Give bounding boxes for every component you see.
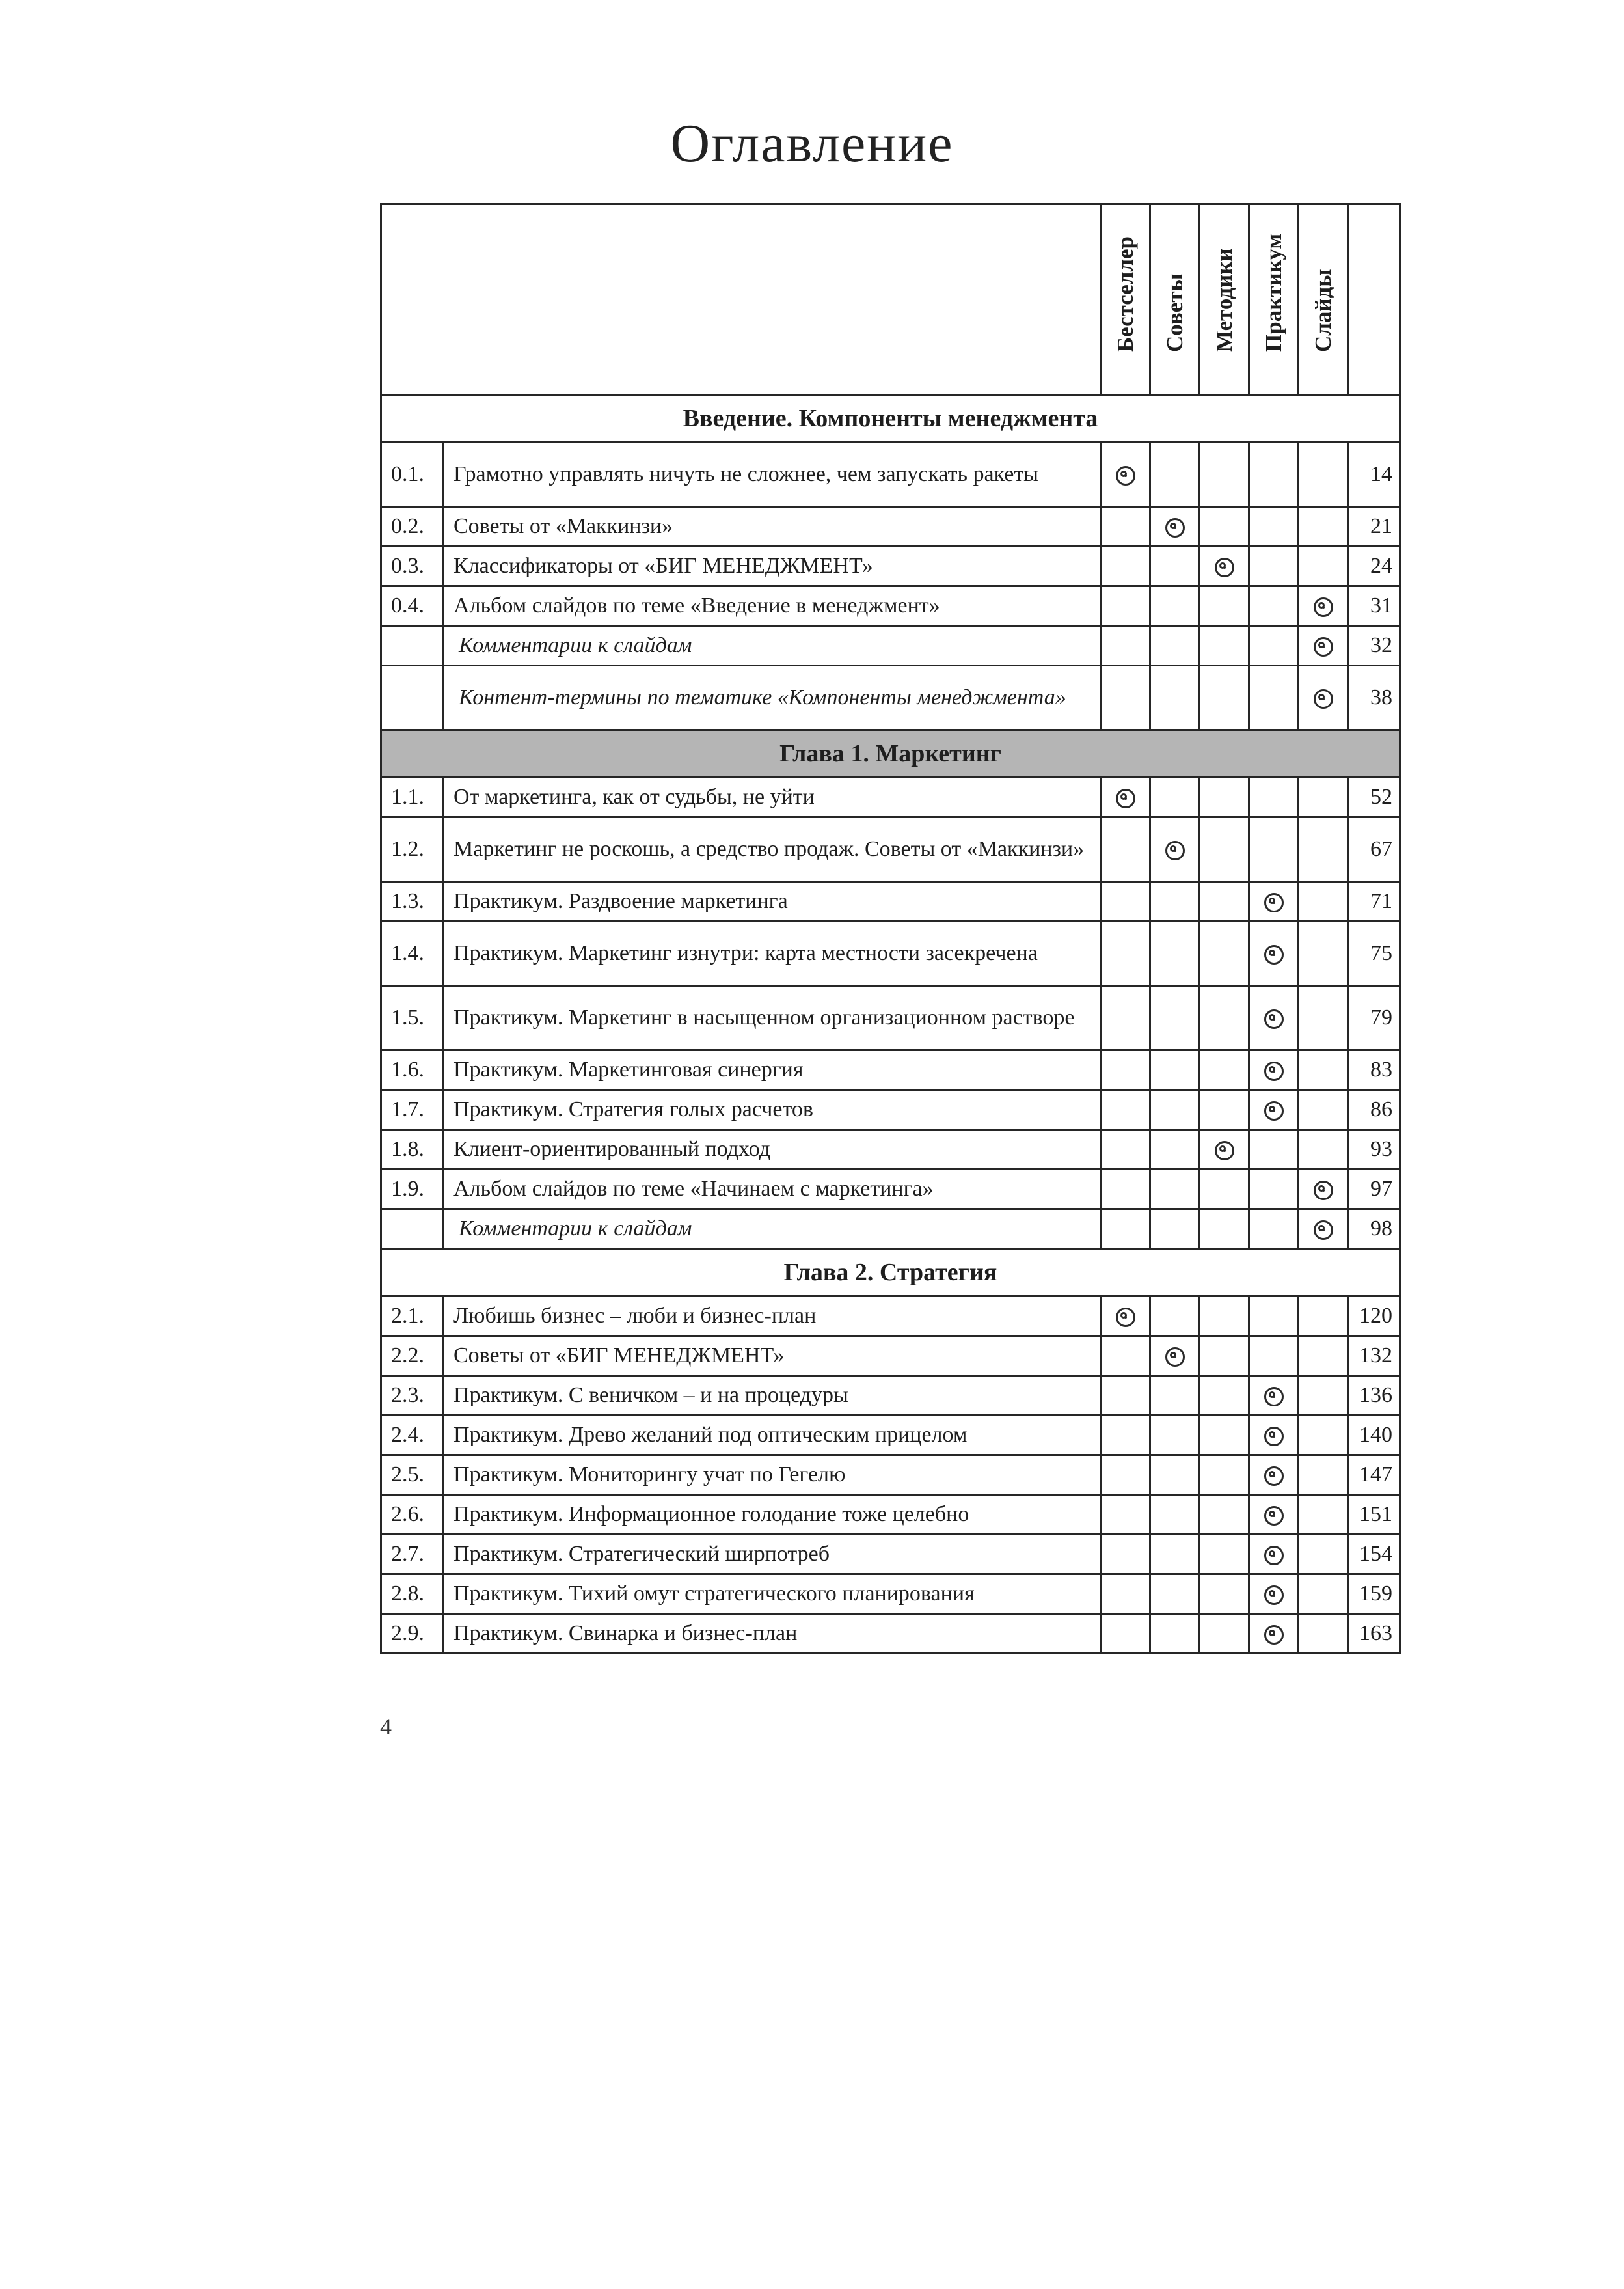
column-header — [1101, 204, 1150, 395]
entry-page: 132 — [1348, 1336, 1400, 1376]
category-cell — [1150, 443, 1200, 507]
category-cell — [1101, 1336, 1150, 1376]
entry-page: 71 — [1348, 882, 1400, 922]
entry-title: Контент-термины по тематике «Компоненты менеджмента» — [444, 666, 1101, 730]
section-header — [381, 395, 1400, 443]
category-cell — [1299, 1574, 1348, 1614]
entry-title: Практикум. С веничком – и на процедуры — [444, 1376, 1101, 1416]
category-cell — [1299, 1614, 1348, 1654]
category-cell — [1299, 817, 1348, 882]
page-title: Оглавление — [670, 113, 954, 174]
category-cell — [1249, 1209, 1299, 1249]
category-cell — [1200, 1416, 1249, 1455]
entry-page: 163 — [1348, 1614, 1400, 1654]
target-mark-icon — [1264, 1625, 1284, 1645]
entry-number: 2.7. — [381, 1535, 444, 1574]
target-mark-icon — [1264, 1466, 1284, 1486]
toc-entry[interactable] — [381, 1614, 1400, 1654]
category-cell — [1150, 586, 1200, 626]
target-mark-icon — [1264, 1506, 1284, 1526]
category-cell — [1150, 507, 1200, 547]
entry-number: 2.5. — [381, 1455, 444, 1495]
category-cell — [1150, 1495, 1200, 1535]
category-cell — [1101, 626, 1150, 666]
entry-title: Клиент-ориентированный подход — [444, 1130, 1101, 1170]
section-title: Введение. Компоненты менеджмента — [381, 395, 1400, 443]
entry-page: 24 — [1348, 547, 1400, 586]
category-cell — [1249, 666, 1299, 730]
page-number: 4 — [380, 1714, 392, 1740]
target-mark-icon — [1314, 1181, 1333, 1200]
toc-entry[interactable] — [381, 922, 1400, 986]
entry-page: 97 — [1348, 1170, 1400, 1209]
category-cell — [1299, 626, 1348, 666]
entry-number: 0.3. — [381, 547, 444, 586]
target-mark-icon — [1264, 1009, 1284, 1029]
column-header-label: Бестселлер — [1112, 236, 1138, 352]
entry-number: 2.2. — [381, 1336, 444, 1376]
category-cell — [1200, 547, 1249, 586]
category-cell — [1101, 882, 1150, 922]
category-cell — [1299, 1376, 1348, 1416]
entry-title: Классификаторы от «БИГ МЕНЕДЖМЕНТ» — [444, 547, 1101, 586]
category-cell — [1299, 1296, 1348, 1336]
category-cell — [1200, 1535, 1249, 1574]
category-cell — [1249, 922, 1299, 986]
entry-title: Комментарии к слайдам — [444, 1209, 1101, 1249]
target-mark-icon — [1264, 893, 1284, 912]
category-cell — [1299, 1170, 1348, 1209]
category-cell — [1299, 1050, 1348, 1090]
entry-title: Советы от «БИГ МЕНЕДЖМЕНТ» — [444, 1336, 1101, 1376]
entry-title: Грамотно управлять ничуть не сложнее, чем запускать ракеты — [444, 443, 1101, 507]
target-mark-icon — [1215, 1141, 1234, 1160]
category-cell — [1101, 547, 1150, 586]
entry-title: Практикум. Тихий омут стратегического планирования — [444, 1574, 1101, 1614]
toc-entry[interactable] — [381, 986, 1400, 1050]
category-cell — [1150, 1535, 1200, 1574]
toc-entry[interactable] — [381, 586, 1400, 626]
toc-entry[interactable] — [381, 778, 1400, 817]
category-cell — [1299, 882, 1348, 922]
section-header — [381, 1249, 1400, 1296]
column-header-label: Слайды — [1310, 269, 1336, 352]
entry-number: 0.1. — [381, 443, 444, 507]
toc-entry[interactable] — [381, 882, 1400, 922]
category-cell — [1200, 1376, 1249, 1416]
category-cell — [1200, 666, 1249, 730]
category-cell — [1150, 986, 1200, 1050]
entry-number: 1.3. — [381, 882, 444, 922]
entry-title: Практикум. Стратегический ширпотреб — [444, 1535, 1101, 1574]
entry-number: 1.8. — [381, 1130, 444, 1170]
category-cell — [1200, 1050, 1249, 1090]
target-mark-icon — [1116, 789, 1135, 808]
category-cell — [1200, 1296, 1249, 1336]
column-header — [1150, 204, 1200, 395]
entry-page: 86 — [1348, 1090, 1400, 1130]
category-cell — [1249, 1296, 1299, 1336]
category-cell — [1101, 1574, 1150, 1614]
category-cell — [1101, 986, 1150, 1050]
column-header-row — [381, 204, 1400, 395]
target-mark-icon — [1215, 558, 1234, 577]
entry-page: 147 — [1348, 1455, 1400, 1495]
toc-entry[interactable] — [381, 547, 1400, 586]
category-cell — [1150, 1209, 1200, 1249]
entry-number: 1.5. — [381, 986, 444, 1050]
category-cell — [1101, 1170, 1150, 1209]
category-cell — [1101, 1495, 1150, 1535]
category-cell — [1150, 1090, 1200, 1130]
entry-page: 52 — [1348, 778, 1400, 817]
entry-page: 21 — [1348, 507, 1400, 547]
target-mark-icon — [1165, 1347, 1185, 1367]
target-mark-icon — [1314, 1220, 1333, 1240]
category-cell — [1299, 922, 1348, 986]
entry-number: 1.4. — [381, 922, 444, 986]
category-cell — [1150, 922, 1200, 986]
target-mark-icon — [1314, 689, 1333, 709]
section-title: Глава 2. Стратегия — [381, 1249, 1400, 1296]
category-cell — [1249, 1130, 1299, 1170]
entry-number: 1.6. — [381, 1050, 444, 1090]
target-mark-icon — [1165, 841, 1185, 860]
entry-page: 159 — [1348, 1574, 1400, 1614]
entry-title: Практикум. Маркетинговая синергия — [444, 1050, 1101, 1090]
toc-entry[interactable] — [381, 1336, 1400, 1376]
category-cell — [1249, 1455, 1299, 1495]
target-mark-icon — [1264, 1062, 1284, 1081]
category-cell — [1150, 666, 1200, 730]
header-blank-cell — [381, 204, 1101, 395]
toc-entry[interactable] — [381, 443, 1400, 507]
category-cell — [1101, 1050, 1150, 1090]
entry-title: Альбом слайдов по теме «Введение в менеджмент» — [444, 586, 1101, 626]
contents-table — [380, 203, 1401, 1654]
entry-title: Практикум. Стратегия голых расчетов — [444, 1090, 1101, 1130]
category-cell — [1101, 1296, 1150, 1336]
category-cell — [1150, 882, 1200, 922]
target-mark-icon — [1116, 466, 1135, 486]
category-cell — [1200, 586, 1249, 626]
category-cell — [1299, 507, 1348, 547]
category-cell — [1200, 817, 1249, 882]
page-column-header — [1348, 204, 1400, 395]
target-mark-icon — [1264, 1387, 1284, 1406]
toc-entry[interactable] — [381, 1416, 1400, 1455]
toc-entry[interactable] — [381, 1376, 1400, 1416]
category-cell — [1101, 666, 1150, 730]
entry-page: 136 — [1348, 1376, 1400, 1416]
category-cell — [1200, 443, 1249, 507]
entry-title: От маркетинга, как от судьбы, не уйти — [444, 778, 1101, 817]
category-cell — [1150, 1614, 1200, 1654]
entry-page: 67 — [1348, 817, 1400, 882]
category-cell — [1249, 1614, 1299, 1654]
category-cell — [1101, 817, 1150, 882]
column-header-label: Практикум — [1260, 233, 1286, 352]
category-cell — [1101, 1614, 1150, 1654]
entry-number: 1.9. — [381, 1170, 444, 1209]
category-cell — [1150, 547, 1200, 586]
entry-title: Маркетинг не роскошь, а средство продаж. Советы от «Маккинзи» — [444, 817, 1101, 882]
toc-entry[interactable] — [381, 1495, 1400, 1535]
toc-entry[interactable] — [381, 626, 1400, 666]
category-cell — [1200, 626, 1249, 666]
category-cell — [1200, 1209, 1249, 1249]
entry-page: 83 — [1348, 1050, 1400, 1090]
category-cell — [1101, 1376, 1150, 1416]
category-cell — [1299, 1495, 1348, 1535]
category-cell — [1249, 778, 1299, 817]
category-cell — [1299, 586, 1348, 626]
category-cell — [1150, 1376, 1200, 1416]
category-cell — [1101, 1090, 1150, 1130]
category-cell — [1299, 1416, 1348, 1455]
column-header-label: Методики — [1211, 248, 1237, 352]
category-cell — [1200, 1336, 1249, 1376]
section-header — [381, 730, 1400, 778]
category-cell — [1101, 443, 1150, 507]
entry-page: 14 — [1348, 443, 1400, 507]
category-cell — [1150, 1170, 1200, 1209]
target-mark-icon — [1264, 1101, 1284, 1121]
entry-number: 1.1. — [381, 778, 444, 817]
category-cell — [1299, 1336, 1348, 1376]
category-cell — [1101, 1209, 1150, 1249]
category-cell — [1101, 1455, 1150, 1495]
category-cell — [1150, 1574, 1200, 1614]
toc-entry[interactable] — [381, 1455, 1400, 1495]
category-cell — [1200, 778, 1249, 817]
toc-entry[interactable] — [381, 507, 1400, 547]
category-cell — [1101, 1130, 1150, 1170]
entry-title: Практикум. Маркетинг в насыщенном организационном растворе — [444, 986, 1101, 1050]
toc-entry[interactable] — [381, 1574, 1400, 1614]
column-header — [1299, 204, 1348, 395]
toc-entry[interactable] — [381, 1130, 1400, 1170]
column-header — [1249, 204, 1299, 395]
category-cell — [1200, 1614, 1249, 1654]
target-mark-icon — [1314, 637, 1333, 657]
category-cell — [1249, 1050, 1299, 1090]
target-mark-icon — [1116, 1308, 1135, 1327]
target-mark-icon — [1264, 1546, 1284, 1565]
entry-number — [381, 1209, 444, 1249]
entry-page: 93 — [1348, 1130, 1400, 1170]
category-cell — [1150, 778, 1200, 817]
target-mark-icon — [1264, 945, 1284, 965]
entry-page: 32 — [1348, 626, 1400, 666]
category-cell — [1249, 1574, 1299, 1614]
entry-page: 120 — [1348, 1296, 1400, 1336]
category-cell — [1249, 1495, 1299, 1535]
column-header-label: Советы — [1161, 273, 1187, 352]
category-cell — [1200, 1495, 1249, 1535]
category-cell — [1249, 986, 1299, 1050]
entry-number: 2.1. — [381, 1296, 444, 1336]
category-cell — [1249, 626, 1299, 666]
category-cell — [1249, 1170, 1299, 1209]
category-cell — [1249, 882, 1299, 922]
toc-entry[interactable] — [381, 1090, 1400, 1130]
entry-title: Альбом слайдов по теме «Начинаем с маркетинга» — [444, 1170, 1101, 1209]
category-cell — [1200, 1455, 1249, 1495]
category-cell — [1299, 1090, 1348, 1130]
category-cell — [1150, 1455, 1200, 1495]
entry-title: Комментарии к слайдам — [444, 626, 1101, 666]
category-cell — [1150, 1130, 1200, 1170]
toc-entry[interactable] — [381, 1535, 1400, 1574]
category-cell — [1101, 586, 1150, 626]
category-cell — [1200, 922, 1249, 986]
category-cell — [1200, 1130, 1249, 1170]
entry-title: Советы от «Маккинзи» — [444, 507, 1101, 547]
toc-entry[interactable] — [381, 817, 1400, 882]
entry-number — [381, 626, 444, 666]
category-cell — [1249, 1336, 1299, 1376]
category-cell — [1249, 1535, 1299, 1574]
category-cell — [1249, 1416, 1299, 1455]
target-mark-icon — [1264, 1585, 1284, 1605]
entry-title: Любишь бизнес – люби и бизнес-план — [444, 1296, 1101, 1336]
category-cell — [1249, 586, 1299, 626]
entry-page: 151 — [1348, 1495, 1400, 1535]
category-cell — [1249, 1376, 1299, 1416]
toc-entry[interactable] — [381, 1209, 1400, 1249]
category-cell — [1200, 882, 1249, 922]
entry-title: Практикум. Древо желаний под оптическим прицелом — [444, 1416, 1101, 1455]
category-cell — [1101, 1416, 1150, 1455]
entry-page: 79 — [1348, 986, 1400, 1050]
entry-title: Практикум. Свинарка и бизнес-план — [444, 1614, 1101, 1654]
category-cell — [1299, 666, 1348, 730]
category-cell — [1299, 1455, 1348, 1495]
category-cell — [1101, 507, 1150, 547]
category-cell — [1249, 443, 1299, 507]
category-cell — [1249, 817, 1299, 882]
category-cell — [1200, 986, 1249, 1050]
category-cell — [1299, 1209, 1348, 1249]
category-cell — [1299, 1130, 1348, 1170]
category-cell — [1150, 1416, 1200, 1455]
category-cell — [1299, 547, 1348, 586]
category-cell — [1299, 778, 1348, 817]
category-cell — [1101, 922, 1150, 986]
category-cell — [1200, 1170, 1249, 1209]
target-mark-icon — [1314, 597, 1333, 617]
entry-number: 2.6. — [381, 1495, 444, 1535]
category-cell — [1299, 1535, 1348, 1574]
category-cell — [1150, 1296, 1200, 1336]
target-mark-icon — [1264, 1427, 1284, 1446]
contents-body — [381, 395, 1400, 1654]
toc-entry[interactable] — [381, 666, 1400, 730]
entry-number: 2.8. — [381, 1574, 444, 1614]
toc-entry[interactable] — [381, 1170, 1400, 1209]
category-cell — [1150, 1050, 1200, 1090]
entry-number: 1.2. — [381, 817, 444, 882]
entry-number: 1.7. — [381, 1090, 444, 1130]
entry-number: 2.3. — [381, 1376, 444, 1416]
entry-title: Практикум. Информационное голодание тоже целебно — [444, 1495, 1101, 1535]
entry-number — [381, 666, 444, 730]
toc-entry[interactable] — [381, 1296, 1400, 1336]
category-cell — [1249, 507, 1299, 547]
entry-number: 0.4. — [381, 586, 444, 626]
section-title: Глава 1. Маркетинг — [381, 730, 1400, 778]
entry-number: 0.2. — [381, 507, 444, 547]
category-cell — [1249, 547, 1299, 586]
entry-page: 154 — [1348, 1535, 1400, 1574]
entry-title: Практикум. Раздвоение маркетинга — [444, 882, 1101, 922]
entry-page: 38 — [1348, 666, 1400, 730]
entry-page: 75 — [1348, 922, 1400, 986]
entry-page: 31 — [1348, 586, 1400, 626]
entry-title: Практикум. Мониторингу учат по Гегелю — [444, 1455, 1101, 1495]
entry-page: 140 — [1348, 1416, 1400, 1455]
category-cell — [1200, 1574, 1249, 1614]
category-cell — [1150, 817, 1200, 882]
entry-page: 98 — [1348, 1209, 1400, 1249]
entry-number: 2.9. — [381, 1614, 444, 1654]
toc-entry[interactable] — [381, 1050, 1400, 1090]
category-cell — [1101, 778, 1150, 817]
category-cell — [1299, 443, 1348, 507]
category-cell — [1299, 986, 1348, 1050]
category-cell — [1249, 1090, 1299, 1130]
entry-number: 2.4. — [381, 1416, 444, 1455]
category-cell — [1101, 1535, 1150, 1574]
target-mark-icon — [1165, 518, 1185, 538]
column-header — [1200, 204, 1249, 395]
category-cell — [1200, 1090, 1249, 1130]
category-cell — [1150, 1336, 1200, 1376]
category-cell — [1150, 626, 1200, 666]
category-cell — [1200, 507, 1249, 547]
entry-title: Практикум. Маркетинг изнутри: карта местности засекречена — [444, 922, 1101, 986]
